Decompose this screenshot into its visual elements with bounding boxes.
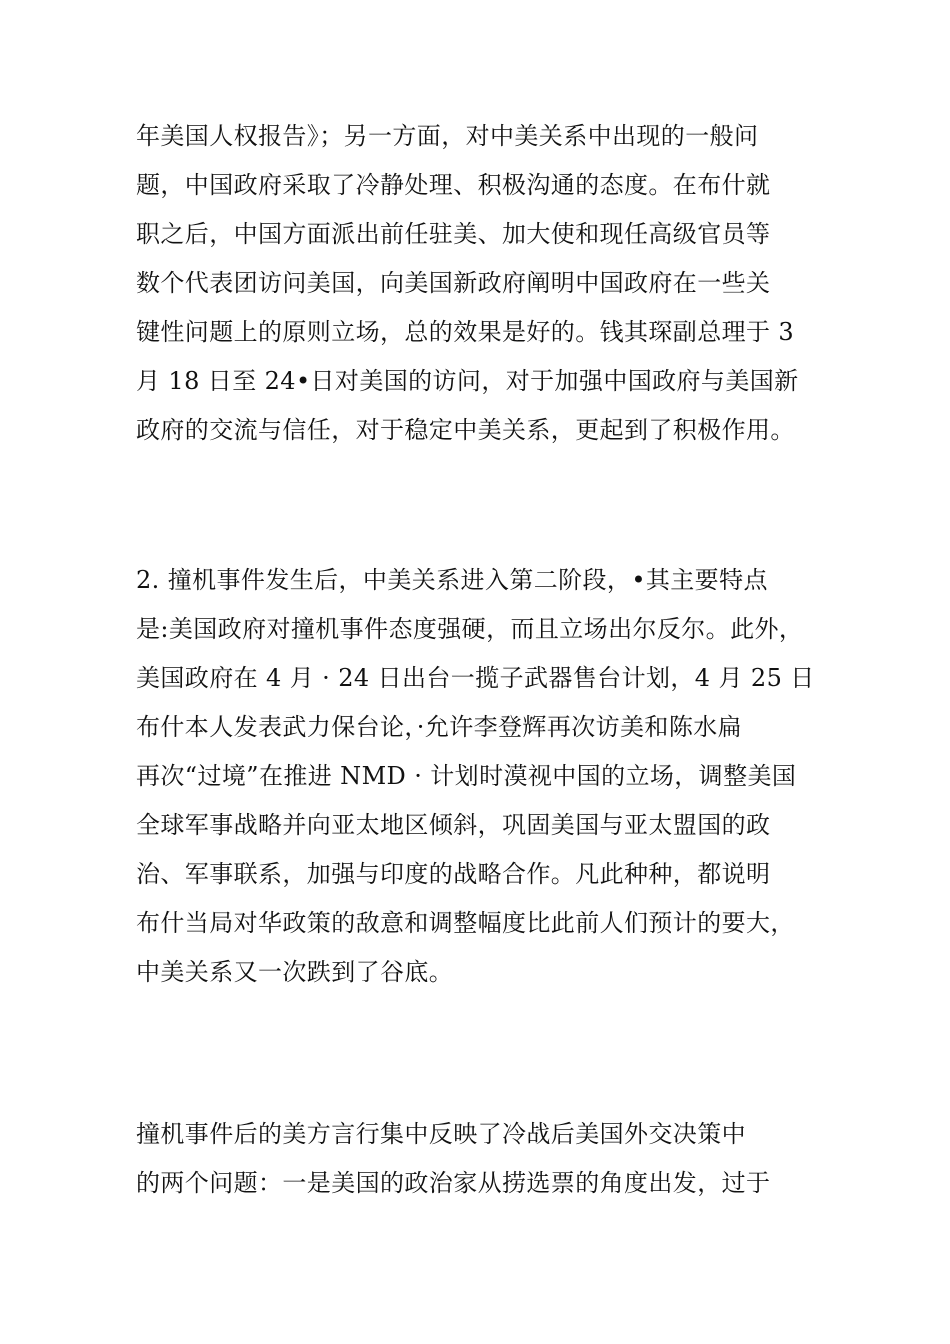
text-line: 撞机事件后的美方言行集中反映了冷战后美国外交决策中 [136,1120,746,1148]
text-line: 数个代表团访问美国，向美国新政府阐明中国政府在一些关 [136,269,771,297]
text-line: 2. 撞机事件发生后，中美关系进入第二阶段，•其主要特点 [136,566,768,594]
text-line: 年美国人权报告》；另一方面，对中美关系中出现的一般问 [136,122,759,150]
text-line: 题，中国政府采取了冷静处理、积极沟通的态度。在布什就 [136,171,771,199]
text-line: 是:美国政府对撞机事件态度强硬，而且立场出尔反尔。此外， [136,615,804,643]
text-line: 月 18 日至 24•日对美国的访问，对于加强中国政府与美国新 [136,367,799,395]
text-line: 职之后，中国方面派出前任驻美、加大使和现任高级官员等 [136,220,771,248]
paragraph-2 [136,556,836,997]
text-line: 政府的交流与信任，对于稳定中美关系，更起到了积极作用。 [136,416,795,444]
text-line: 中美关系又一次跌到了谷底。 [136,958,454,986]
text-line: 治、军事联系，加强与印度的战略合作。凡此种种，都说明 [136,860,771,888]
paragraph-3 [136,1110,836,1208]
text-line: 的两个问题：一是美国的政治家从捞选票的角度出发，过于 [136,1169,771,1197]
text-line: 布什本人发表武力保台论，·允许李登辉再次访美和陈水扁 [136,713,743,741]
text-line: 全球军事战略并向亚太地区倾斜，巩固美国与亚太盟国的政 [136,811,771,839]
text-line: 键性问题上的原则立场，总的效果是好的。钱其琛副总理于 3 [136,318,795,346]
text-line: 美国政府在 4 月 · 24 日出台一揽子武器售台计划，4 月 25 日 [136,664,815,692]
paragraph-1 [136,112,836,455]
text-line: 布什当局对华政策的敌意和调整幅度比此前人们预计的要大， [136,909,795,937]
text-line: 再次“过境”在推进 NMD · 计划时漠视中国的立场，调整美国 [136,762,797,790]
